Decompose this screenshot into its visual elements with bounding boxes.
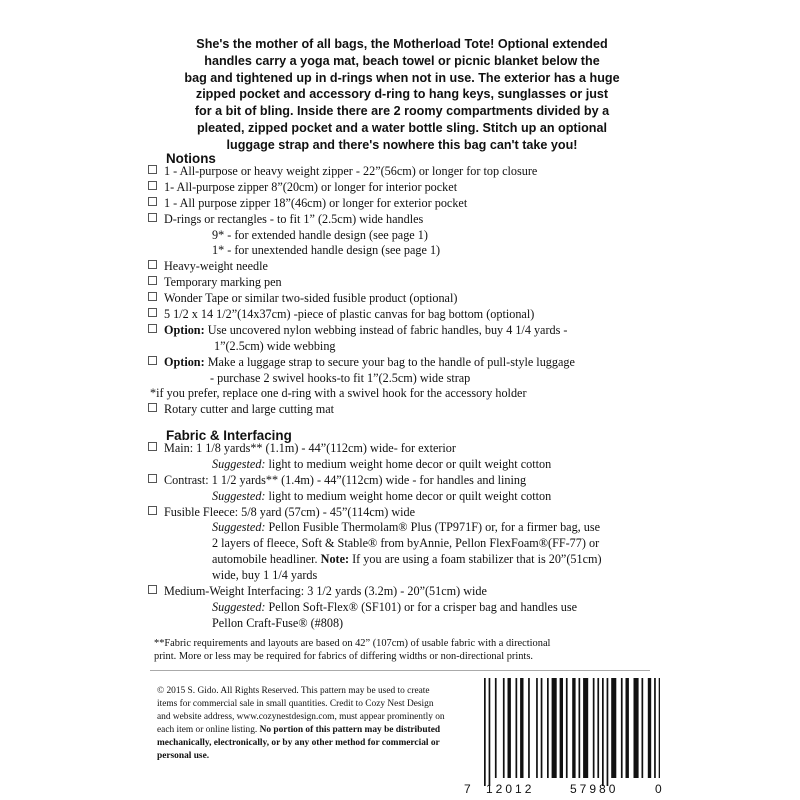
intro-line: for a bit of bling. Inside there are 2 roomy compartments divided by a [194,104,610,119]
copyright-notice [157,685,457,763]
barcode-bar [648,678,651,778]
barcode-bar [621,678,623,778]
barcode-bar [503,678,505,778]
checkbox-icon [148,292,157,301]
item-text: automobile headliner. [212,552,321,567]
intro-line: handles carry a yoga mat, beach towel or picnic blanket below the [204,53,600,68]
footnote-line: **Fabric requirements and layouts are based on 42” (107cm) of usable fabric with a directional [154,638,551,649]
copyright-line: each item or online listing. No portion of this pattern may be distributed [157,725,441,735]
barcode-left-digits: 12012 [486,782,535,796]
barcode-bar [659,678,660,778]
item-text: light to medium weight home decor or quilt weight cotton [265,488,552,503]
barcode-bar [508,678,511,778]
barcode-bar [597,678,599,778]
copyright-line: mechanically, electronically, or by any other method for commercial or [157,738,440,748]
checkbox-icon [148,213,157,222]
item-text: - purchase 2 swivel hooks-to fit 1”(2.5cm) wide strap [210,370,471,385]
item-text: 5 1/2 x 14 1/2”(14x37cm) -piece of plastic canvas for bag bottom (optional) [164,307,535,322]
intro-line: luggage strap and there's nowhere this bag can't take you! [226,137,578,152]
item-text: Make a luggage strap to secure your bag to the handle of pull-style luggage [204,354,575,369]
list-item [148,275,628,291]
list-subitem [148,520,628,536]
barcode-bar [572,678,575,778]
checkbox-icon [148,165,157,174]
barcode-bar [547,678,549,778]
list-subitem [148,552,628,568]
list-subitem [148,600,628,616]
list-note [148,386,628,402]
checkbox-icon [148,474,157,483]
list-subitem [148,568,628,584]
checkbox-icon [148,260,157,269]
copyright-line: items for commercial sale in small quantities. Credit to Cozy Nest Design [157,699,434,709]
note-label: Note: [320,552,350,567]
barcode-lead-digit: 7 [464,782,471,796]
barcode-bar [489,678,491,786]
barcode-check-digit: 0 [655,782,662,796]
intro-line: zipped pocket and accessory d-ring to hang keys, sunglasses or just [195,87,609,102]
item-text: 1- All-purpose zipper 8”(20cm) or longer for interior pocket [164,179,458,194]
list-item [148,291,628,307]
barcode-right-digits: 57980 [570,782,619,796]
item-text: Temporary marking pen [164,275,282,290]
item-text: Medium-Weight Interfacing: 3 1/2 yards (3.2m) - 20”(51cm) wide [164,584,487,599]
item-text: *if you prefer, replace one d-ring with a swivel hook for the accessory holder [150,386,527,401]
intro-line: She's the mother of all bags, the Motherload Tote! Optional extended [196,37,608,51]
item-text: Use uncovered nylon webbing instead of fabric handles, buy 4 1/4 yards - [204,322,568,337]
list-item [148,473,628,489]
list-subitem [148,339,628,355]
list-subitem [148,243,628,259]
barcode-bar [528,678,530,778]
list-subitem [148,489,628,505]
list-subitem [148,616,628,632]
barcode-bar [611,678,616,778]
barcode-bar [495,678,497,778]
list-item [148,259,628,275]
item-text: 1 - All-purpose or heavy weight zipper - 22”(56cm) or longer for top closure [164,164,538,178]
barcode-bar [654,678,656,778]
copyright-line: personal use. [157,751,210,761]
list-item [148,164,628,180]
item-text: light to medium weight home decor or quilt weight cotton [265,456,552,471]
barcode-bar [602,678,604,786]
intro-paragraph [160,36,644,154]
fabric-list [148,441,628,632]
footnote-line: print. More or less may be required for fabrics of differing widths or non-directional prints. [154,651,533,663]
item-text: Wonder Tape or similar two-sided fusible product (optional) [164,291,458,306]
barcode-bar [566,678,568,778]
option-label: Option: [164,354,205,369]
checkbox-icon [148,585,157,594]
item-text: wide, buy 1 1/4 yards [212,568,318,583]
notions-heading: Notions [166,151,216,166]
notions-list [148,164,628,418]
item-text: Main: 1 1/8 yards** (1.1m) - 44”(112cm) wide- for exterior [164,441,456,455]
item-text: Pellon Soft-Flex® (SF101) or for a crisper bag and handles use [265,599,578,614]
suggested-label: Suggested: [212,599,266,614]
checkbox-icon [148,356,157,365]
item-text: 2 layers of fleece, Soft & Stable® from byAnnie, Pellon FlexFoam®(FF-77) or [212,536,600,551]
list-item [148,505,628,521]
suggested-label: Suggested: [212,456,266,471]
item-text: 1 - All purpose zipper 18”(46cm) or longer for exterior pocket [164,195,468,210]
checkbox-icon [148,324,157,333]
list-item [148,441,628,457]
barcode-bar [634,678,639,778]
item-text: Rotary cutter and large cutting mat [164,402,335,417]
barcode-bar [520,678,523,778]
list-subitem [148,536,628,552]
barcode-bar [536,678,538,778]
list-item [148,402,628,418]
list-item [148,584,628,600]
fabric-footnote [154,637,654,664]
list-item [148,196,628,212]
intro-line: pleated, zipped pocket and a water bottle sling. Stitch up an optional [196,120,608,135]
copyright-line: © 2015 S. Gido. All Rights Reserved. This pattern may be used to create [157,686,430,696]
barcode-bar [560,678,563,778]
barcode-bar [552,678,557,778]
barcode-bar [607,678,609,786]
checkbox-icon [148,442,157,451]
checkbox-icon [148,403,157,412]
item-text: If you are using a foam stabilizer that is 20”(51cm) [349,552,602,567]
fabric-heading: Fabric & Interfacing [166,428,292,443]
barcode-bar [583,678,588,778]
item-text: Contrast: 1 1/2 yards** (1.4m) - 44”(112cm) wide - for handles and lining [164,472,527,487]
barcode-bar [642,678,644,778]
barcode-bar [593,678,595,778]
barcode-bar [541,678,543,778]
copyright-line: and website address, www.cozynestdesign.com, must appear prominently on [157,712,445,722]
item-text: Heavy-weight needle [164,259,268,274]
intro-line: bag and tightened up in d-rings when not in use. The exterior has a huge [184,70,620,85]
list-item [148,180,628,196]
checkbox-icon [148,276,157,285]
item-text: D-rings or rectangles - to fit 1” (2.5cm) wide handles [164,211,424,226]
suggested-label: Suggested: [212,520,266,535]
item-text: 1”(2.5cm) wide webbing [214,338,336,353]
barcode-bar [516,678,518,778]
list-subitem [148,371,628,387]
barcode-bar [626,678,629,778]
item-text: Pellon Craft-Fuse® (#808) [212,615,344,630]
list-subitem [148,457,628,473]
item-text: 9* - for extended handle design (see page 1) [212,227,428,242]
checkbox-icon [148,197,157,206]
barcode-bar [484,678,486,786]
item-text: Pellon Fusible Thermolam® Plus (TP971F) or, for a firmer bag, use [265,520,601,535]
suggested-label: Suggested: [212,488,266,503]
divider [150,670,650,671]
checkbox-icon [148,308,157,317]
list-item [148,212,628,228]
item-text: 1* - for unextended handle design (see page 1) [212,243,441,258]
barcode-bar [579,678,581,778]
list-item [148,323,628,339]
option-label: Option: [164,322,205,337]
checkbox-icon [148,506,157,515]
list-subitem [148,228,628,244]
upc-barcode [470,672,660,790]
item-text: Fusible Fleece: 5/8 yard (57cm) - 45”(114cm) wide [164,504,416,519]
list-item [148,307,628,323]
checkbox-icon [148,181,157,190]
list-item [148,355,628,371]
